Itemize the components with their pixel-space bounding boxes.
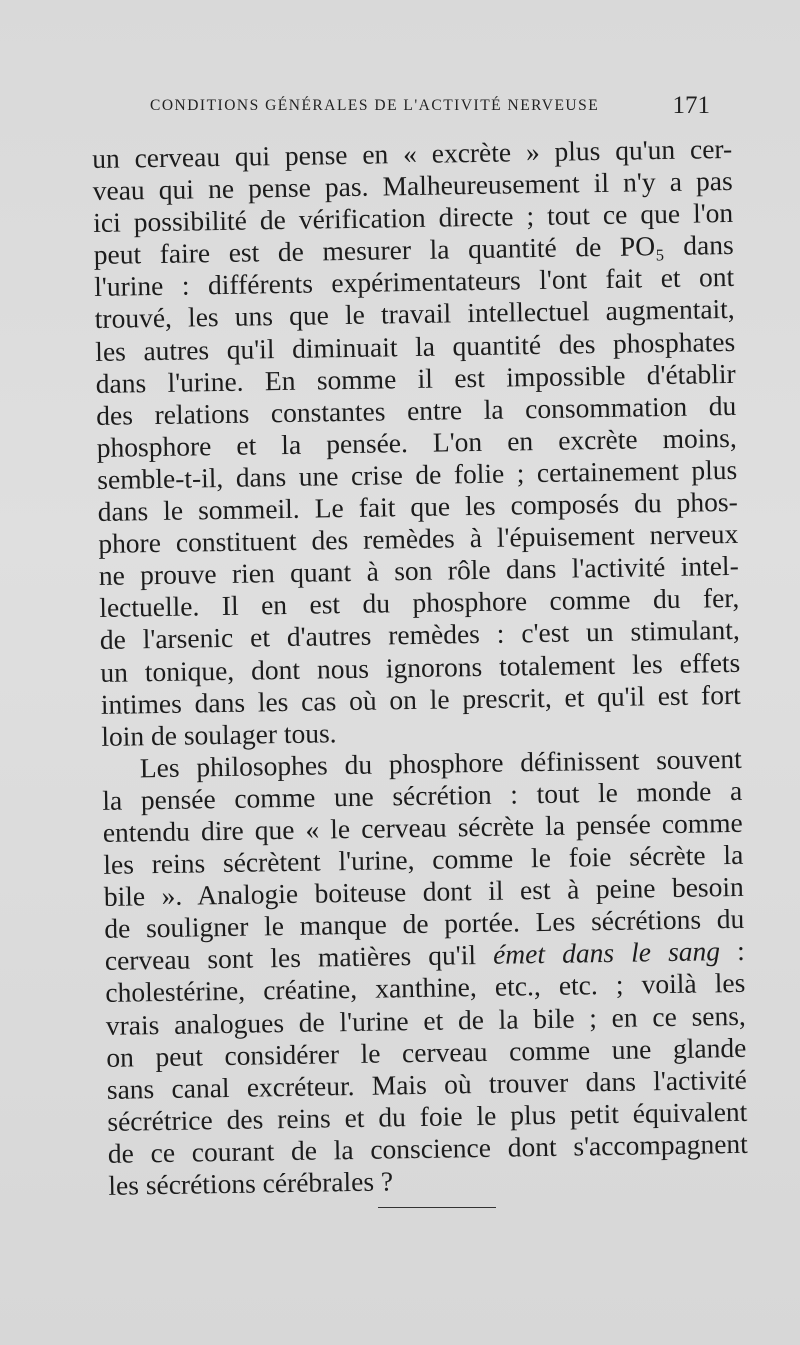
running-title: CONDITIONS GÉNÉRALES DE L'ACTIVITÉ NERVEUSE bbox=[150, 97, 600, 114]
text-line: un tonique, dont nous ignorons totalement les effets bbox=[100, 646, 741, 688]
page-number: 171 bbox=[672, 92, 710, 119]
text-line: des relations constantes entre la consommation du bbox=[96, 389, 737, 431]
text-line: Les philosophes du phosphore définissent souvent bbox=[139, 742, 742, 784]
text-line: de l'arsenic et d'autres remèdes : c'est un stimulant, bbox=[99, 614, 740, 656]
text-fragment: : bbox=[719, 935, 746, 967]
text-line: sans canal excréteur. Mais où trouver dans l'activité bbox=[106, 1063, 748, 1105]
emphasized-text: émet dans le sang bbox=[492, 935, 721, 971]
text-fragment: cerveau sont les matières qu'il bbox=[104, 939, 494, 977]
text-line: vrais analogues de l'urine et de la bile ; en ce sens, bbox=[105, 999, 747, 1041]
text-line: intimes dans les cas où on le prescrit, et qu'il est fort bbox=[100, 678, 741, 720]
text-line: bile ». Analogie boiteuse dont il est à peine besoin bbox=[103, 871, 745, 913]
text-line: les sécrétions cérébrales ? bbox=[108, 1165, 394, 1201]
text-line: semble-t-il, dans une crise de folie ; certainement plus bbox=[97, 453, 738, 495]
text-line: les reins sécrètent l'urine, comme le foie sécrète la bbox=[103, 838, 744, 880]
text-line: veau qui ne pense pas. Malheureusement il n'y a pas bbox=[92, 165, 733, 207]
body-text bbox=[92, 133, 749, 1202]
text-line: peut faire est de mesurer la quantité de PO₅ dans bbox=[93, 229, 734, 271]
text-line: phosphore et la pensée. L'on en excrète moins, bbox=[96, 421, 737, 463]
text-line: entendu dire que « le cerveau sécrète la pensée comme bbox=[102, 806, 743, 848]
text-line: la pensée comme une sécrétion : tout le monde a bbox=[102, 774, 743, 816]
text-line: un cerveau qui pense en « excrète » plus qu'un cer- bbox=[92, 132, 733, 174]
text-line: phore constituent des remèdes à l'épuisement nerveux bbox=[98, 518, 739, 560]
text-line: de ce courant de la conscience dont s'accompagnent bbox=[107, 1127, 749, 1169]
text-line: de souligner le manque de portée. Les sécrétions du bbox=[104, 903, 745, 945]
text-line: l'urine : différents expérimentateurs l'ont fait et ont bbox=[94, 261, 735, 303]
text-line: ici possibilité de vérification directe ; tout ce que l'on bbox=[93, 197, 734, 239]
text-line: les autres qu'il diminuait la quantité des phosphates bbox=[95, 325, 736, 367]
text-line: dans le sommeil. Le fait que les composés du phos- bbox=[97, 485, 738, 527]
text-line: lectuelle. Il en est du phosphore comme du fer, bbox=[99, 582, 740, 624]
page-header bbox=[150, 88, 710, 124]
text-line: dans l'urine. En somme il est impossible d'établir bbox=[95, 357, 736, 399]
text-line: on peut considérer le cerveau comme une glande bbox=[106, 1031, 747, 1073]
text-line: cholestérine, créatine, xanthine, etc., etc. ; voilà les bbox=[105, 967, 746, 1009]
text-line: trouvé, les uns que le travail intellectuel augmentait, bbox=[94, 293, 735, 335]
text-line: loin de soulager tous. bbox=[101, 716, 337, 752]
section-end-rule bbox=[378, 1207, 496, 1208]
text-line: ne prouve rien quant à son rôle dans l'activité intel- bbox=[98, 550, 739, 592]
text-line: sécrétrice des reins et du foie le plus petit équivalent bbox=[107, 1095, 748, 1137]
